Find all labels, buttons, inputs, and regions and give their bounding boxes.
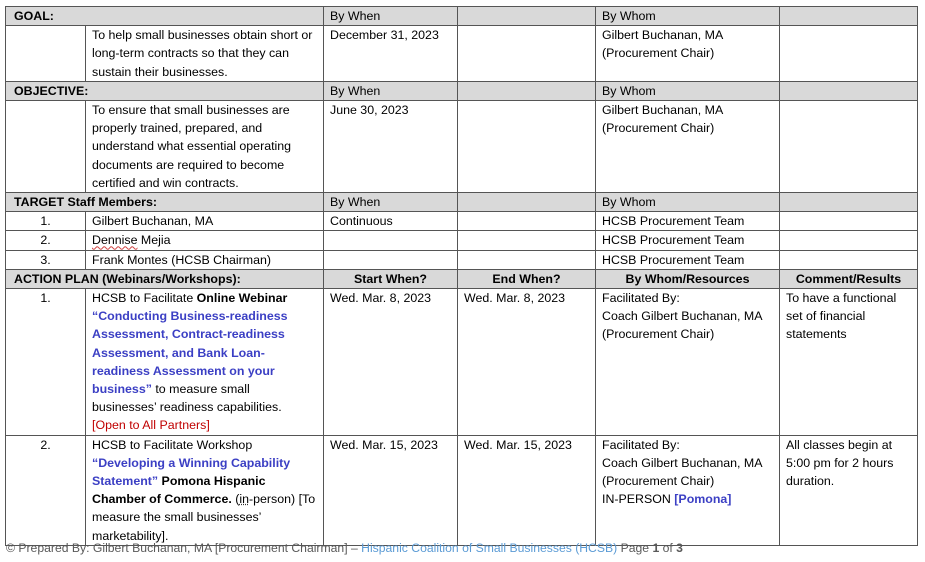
webinar-title: “Conducting Business-readiness Assessment, Contract-readiness Assessment, and Bank Loan-readiness Assessment on your business” [92, 309, 288, 397]
action-plan-header-row [6, 269, 918, 288]
action-item-end: Wed. Mar. 15, 2023 [458, 435, 596, 545]
action-item-description: HCSB to Facilitate Workshop “Developing a Winning Capability Statement” Pomona Hispanic Chamber of Commerce. (in-person) [To measure the small businesses’ marketability]. [86, 435, 324, 545]
member-when [324, 231, 458, 250]
goal-person: Gilbert Buchanan, MA (Procurement Chair) [596, 26, 780, 82]
plan-table [5, 6, 918, 546]
target-member-row: 3. Frank Montes (HCSB Chairman) HCSB Procurement Team [6, 250, 918, 269]
member-name: Dennise Mejia [86, 231, 324, 250]
page-number: 1 [652, 541, 660, 555]
target-header-row [6, 193, 918, 212]
comment-results-header: Comment/Results [780, 269, 918, 288]
member-when: Continuous [324, 212, 458, 231]
action-item-whom: Facilitated By: Coach Gilbert Buchanan, MA (Procurement Chair) IN-PERSON [Pomona] [596, 435, 780, 545]
action-item-start: Wed. Mar. 8, 2023 [324, 289, 458, 436]
member-whom: HCSB Procurement Team [596, 231, 780, 250]
objective-label: OBJECTIVE: [6, 81, 324, 100]
action-item-row: 1. HCSB to Facilitate Online Webinar “Conducting Business-readiness Assessment, Contract-readiness Assessment, and Bank Loan-readiness Assessment on your business” to measure small businesses’ readiness capabilities. [Open to All Partners] Wed. Mar. 8, 2023 Wed. Mar. 8, 2023 Facilitated By: Coach Gilbert Buchanan, MA (Procurement Chair) To have a functional set of financial statements [6, 289, 918, 436]
organization-name: Hispanic Coalition of Small Businesses (HCSB) [361, 541, 618, 555]
action-item-description: HCSB to Facilitate Online Webinar “Conducting Business-readiness Assessment, Contract-readiness Assessment, and Bank Loan-readiness Assessment on your business” to measure small businesses’ readiness capabilities. [Open to All Partners] [86, 289, 324, 436]
objective-by-when-header: By When [324, 81, 458, 100]
page-total: 3 [676, 541, 683, 555]
page-footer: © Prepared By: Gilbert Buchanan, MA [Procurement Chairman] – Hispanic Coalition of Small Businesses (HCSB) Page 1 of 3 [6, 541, 683, 555]
plan-document [5, 6, 918, 546]
start-when-header: Start When? [324, 269, 458, 288]
goal-header-row [6, 7, 918, 26]
target-member-row: 2. Dennise Mejia HCSB Procurement Team [6, 231, 918, 250]
member-when [324, 250, 458, 269]
by-whom-resources-header: By Whom/Resources [596, 269, 780, 288]
member-whom: HCSB Procurement Team [596, 212, 780, 231]
workshop-title: “Developing a Winning Capability Statement” [92, 455, 291, 489]
action-item-end: Wed. Mar. 8, 2023 [458, 289, 596, 436]
objective-person: Gilbert Buchanan, MA (Procurement Chair) [596, 101, 780, 193]
objective-by-whom-header: By Whom [596, 81, 780, 100]
objective-date: June 30, 2023 [324, 101, 458, 193]
action-plan-label: ACTION PLAN (Webinars/Workshops): [6, 269, 324, 288]
goal-row [6, 26, 918, 82]
target-by-whom-header: By Whom [596, 193, 780, 212]
location-tag: [Pomona] [674, 492, 732, 507]
action-item-start: Wed. Mar. 15, 2023 [324, 435, 458, 545]
objective-header-row [6, 81, 918, 100]
action-item-row: 2. HCSB to Facilitate Workshop “Developing a Winning Capability Statement” Pomona Hispanic Chamber of Commerce. (in-person) [To measure the small businesses’ marketability]. Wed. Mar. 15, 2023 Wed. Mar. 15, 2023 Facilitated By: Coach Gilbert Buchanan, MA (Procurement Chair) IN-PERSON [Pomona] All classes begin at 5:00 pm for 2 hours duration. [6, 435, 918, 545]
goal-by-when-header: By When [324, 7, 458, 26]
goal-label: GOAL: [6, 7, 324, 26]
member-name: Gilbert Buchanan, MA [86, 212, 324, 231]
action-item-whom: Facilitated By: Coach Gilbert Buchanan, MA (Procurement Chair) [596, 289, 780, 436]
target-label: TARGET Staff Members: [6, 193, 324, 212]
audience-note: [Open to All Partners] [92, 418, 210, 433]
end-when-header: End When? [458, 269, 596, 288]
action-item-comment: To have a functional set of financial statements [780, 289, 918, 436]
goal-text: To help small businesses obtain short or long-term contracts so that they can sustain their businesses. [86, 26, 324, 82]
objective-row [6, 101, 918, 193]
target-by-when-header: By When [324, 193, 458, 212]
target-member-row: 1. Gilbert Buchanan, MA Continuous HCSB Procurement Team [6, 212, 918, 231]
member-whom: HCSB Procurement Team [596, 250, 780, 269]
member-name: Frank Montes (HCSB Chairman) [86, 250, 324, 269]
action-item-comment: All classes begin at 5:00 pm for 2 hours duration. [780, 435, 918, 545]
objective-text: To ensure that small businesses are properly trained, prepared, and understand what essential operating documents are required to become certified and win contracts. [86, 101, 324, 193]
goal-date: December 31, 2023 [324, 26, 458, 82]
goal-by-whom-header: By Whom [596, 7, 780, 26]
